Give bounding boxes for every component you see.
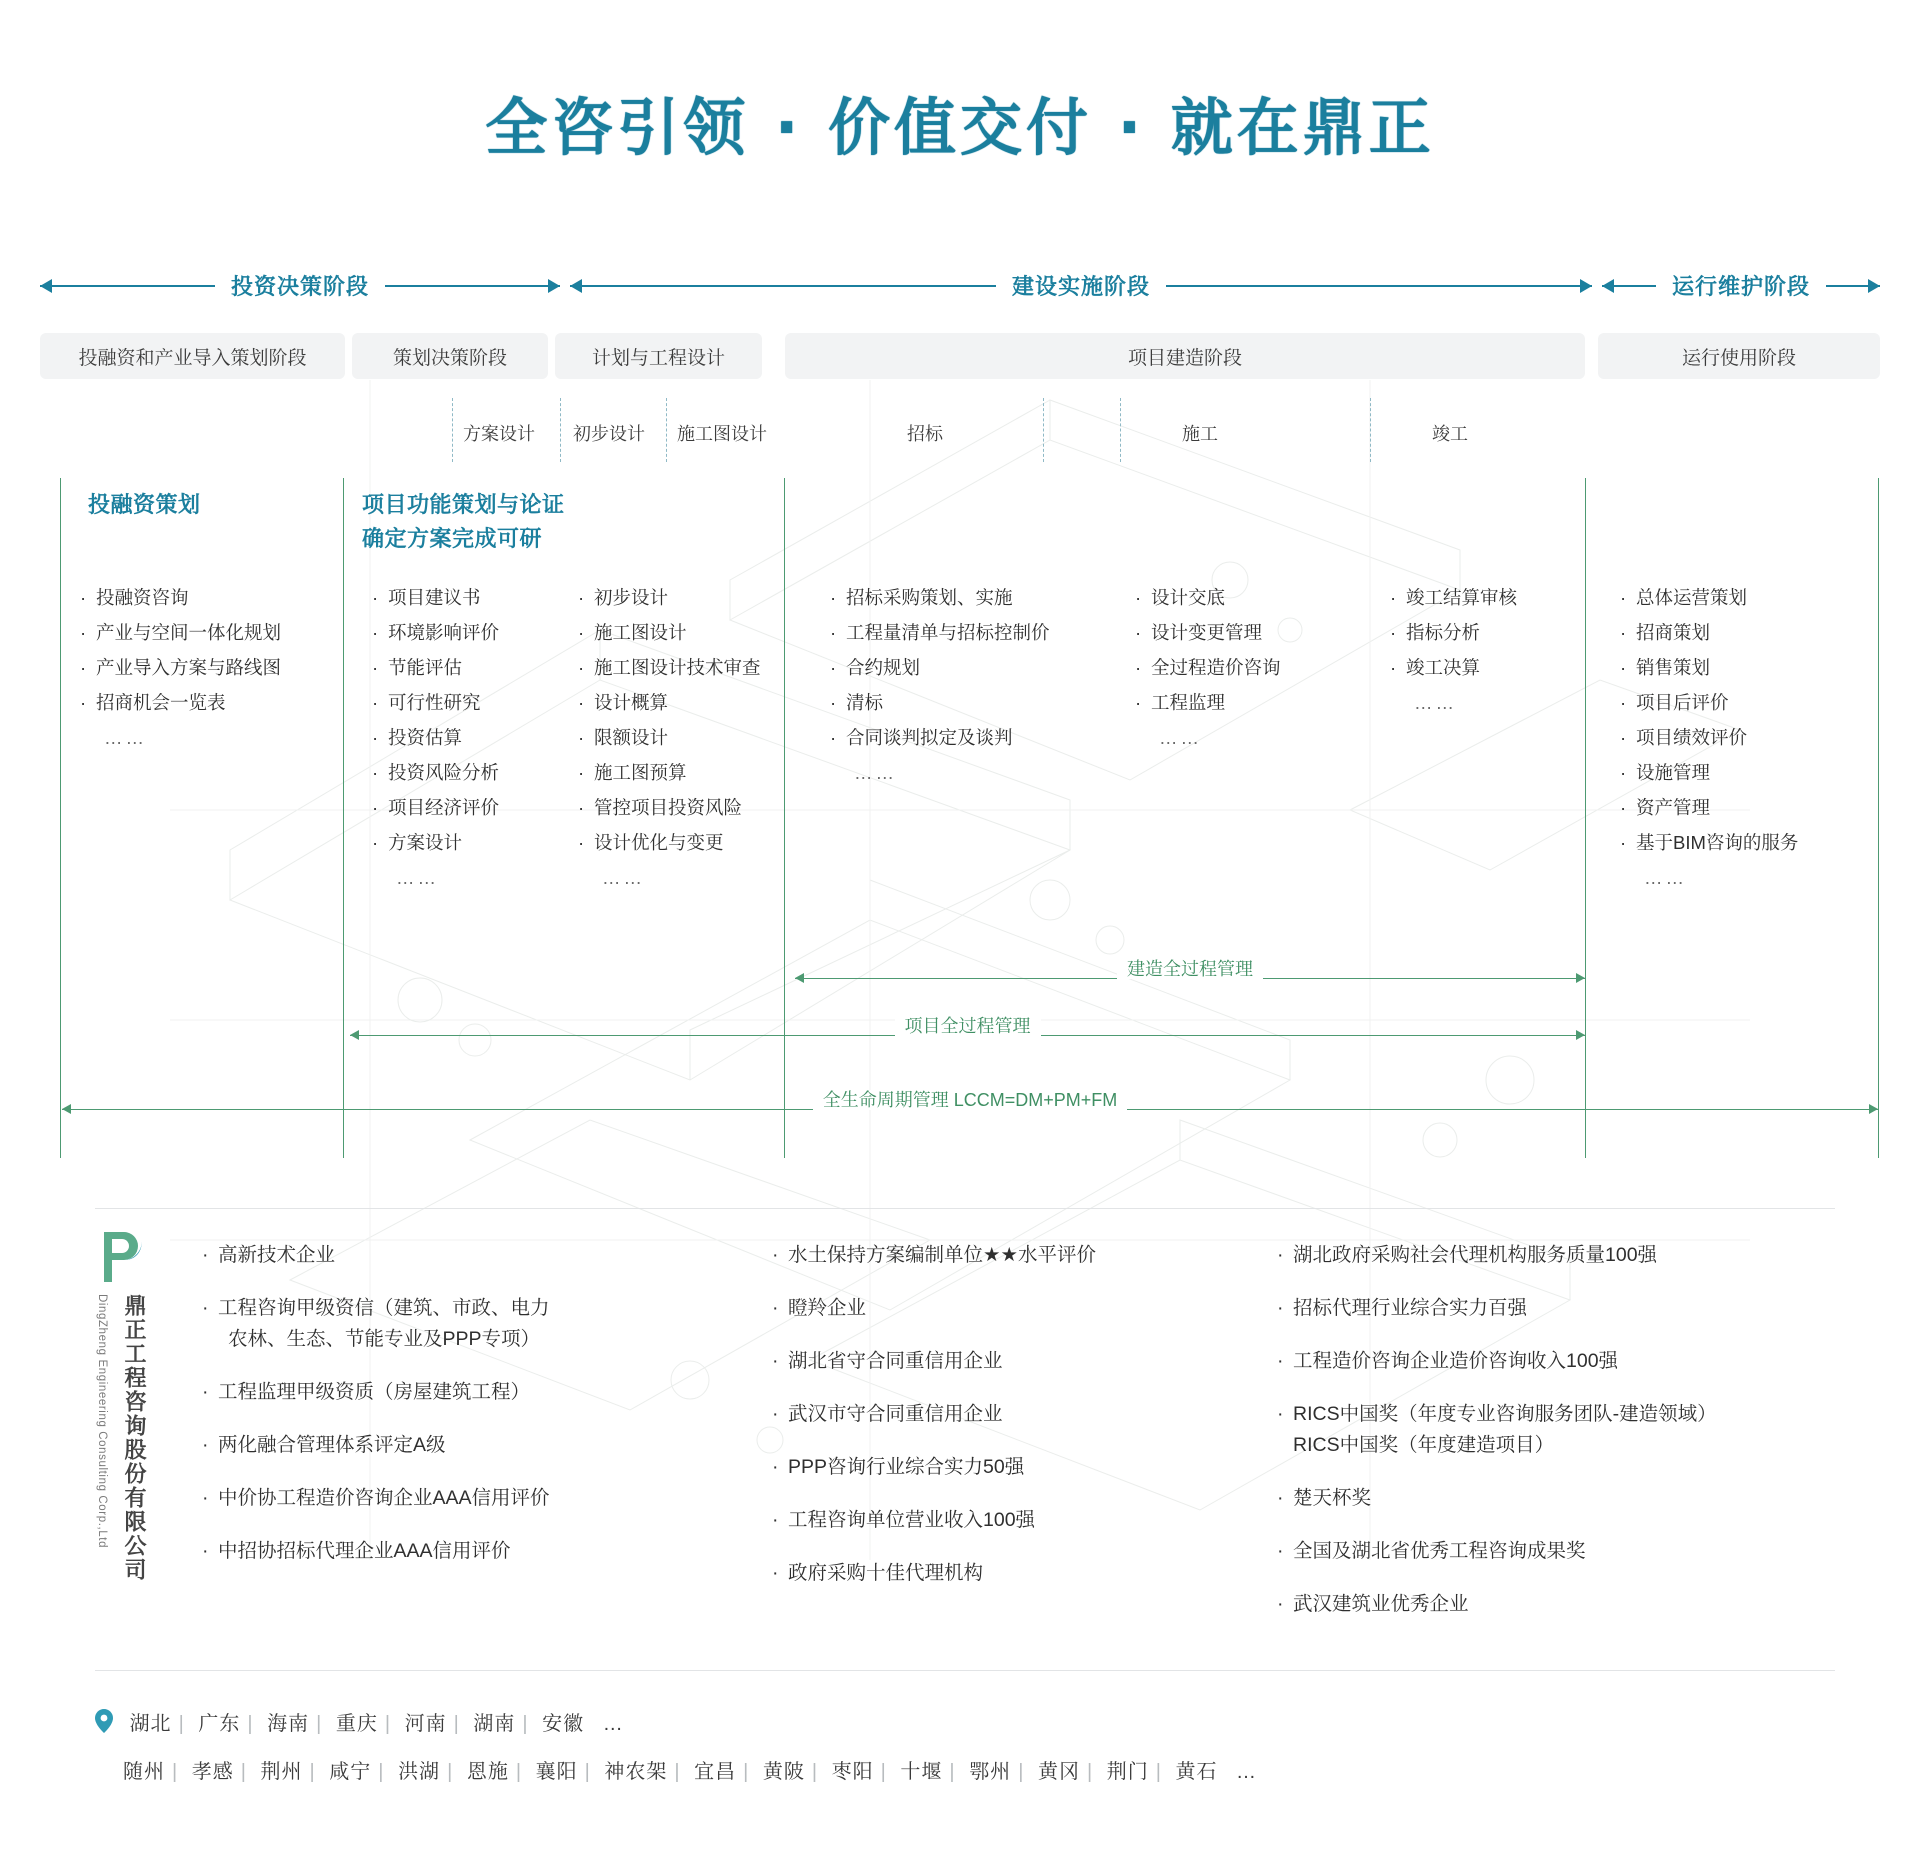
separator: | (949, 1761, 956, 1783)
list-item: · 总体运营策划 (1620, 580, 1870, 615)
list-item: · 指标分析 (1390, 615, 1590, 650)
list-item: · 设计交底 (1135, 580, 1335, 615)
credential-line-1: 全国及湖北省优秀工程咨询成果奖 (1293, 1540, 1586, 1562)
footer-city[interactable]: 荆州 (260, 1761, 303, 1783)
credential-item (770, 1399, 1190, 1430)
company-name-en: DingZheng Engineering Consulting Corp.,Ltd (96, 1294, 108, 1549)
phase-investment-decision (40, 268, 560, 302)
footer-city[interactable]: 宜昌 (694, 1761, 737, 1783)
company-logo-block (88, 1230, 168, 1590)
substage-completion: 竣工 (1432, 424, 1468, 444)
footer-city[interactable]: 孝感 (191, 1761, 234, 1783)
footer-city[interactable]: 襄阳 (535, 1761, 578, 1783)
separator: | (515, 1761, 523, 1783)
dingzheng-logo-icon (98, 1230, 144, 1284)
footer-province[interactable]: 河南 (404, 1713, 447, 1735)
footer-province[interactable]: 重庆 (335, 1713, 378, 1735)
heading-line-1: 项目功能策划与论证 (362, 492, 565, 517)
credential-item (1275, 1293, 1855, 1324)
credential-line-1: 政府采购十佳代理机构 (788, 1562, 984, 1584)
credentials-column-3 (1275, 1240, 1855, 1642)
footer-city[interactable]: 枣阳 (831, 1761, 874, 1783)
footer-city[interactable]: 黄石 (1175, 1761, 1218, 1783)
separator: | (172, 1761, 179, 1783)
list-ellipsis: …… (854, 762, 897, 783)
footer-city[interactable]: 黄冈 (1037, 1761, 1080, 1783)
credential-line-1: 高新技术企业 (218, 1244, 336, 1266)
credential-item (200, 1483, 630, 1514)
column-list-operation (1620, 580, 1870, 895)
footer-city[interactable]: 黄陂 (762, 1761, 805, 1783)
credential-item (770, 1452, 1190, 1483)
stage-box-financing-industry-planning[interactable] (40, 333, 345, 379)
divider-top (95, 1208, 1835, 1209)
separator: | (584, 1761, 591, 1783)
list-item: · 环境影响评价 (372, 615, 522, 650)
separator: | (743, 1761, 750, 1783)
stage-box-operation-use[interactable] (1598, 333, 1880, 379)
list-item: · 设计优化与变更 (578, 825, 778, 860)
column-list-design (578, 580, 778, 895)
credential-line-1: PPP咨询行业综合实力50强 (788, 1456, 1025, 1478)
credential-line-1: 楚天杯奖 (1293, 1487, 1372, 1509)
footer-city[interactable]: 十堰 (900, 1761, 943, 1783)
list-item: · 设计变更管理 (1135, 615, 1335, 650)
credential-line-1: 两化融合管理体系评定A级 (218, 1434, 446, 1456)
management-scope-lifecycle (62, 1086, 1878, 1118)
credential-item (1275, 1346, 1855, 1377)
list-item: · 项目经济评价 (372, 790, 522, 825)
footer-city[interactable]: 洪湖 (398, 1761, 441, 1783)
credential-item (770, 1240, 1190, 1271)
credential-line-1: 工程监理甲级资质（房屋建筑工程） (218, 1381, 531, 1403)
stage-box-plan-engineering-design[interactable] (555, 333, 762, 379)
credential-line-1: 武汉建筑业优秀企业 (1293, 1593, 1469, 1615)
credential-item (200, 1536, 630, 1567)
credential-line-1: 招标代理行业综合实力百强 (1293, 1297, 1528, 1319)
credential-item (1275, 1589, 1855, 1620)
list-item: · 全过程造价咨询 (1135, 650, 1335, 685)
arrow-left-icon (1602, 279, 1614, 293)
credential-item (770, 1505, 1190, 1536)
separator: | (309, 1761, 316, 1783)
substage-construction: 施工 (1182, 424, 1218, 444)
footer-provinces-row (95, 1700, 1835, 1748)
phase-operation-maintenance (1602, 268, 1880, 302)
list-item: · 招标采购策划、实施 (830, 580, 1090, 615)
list-item: · 产业与空间一体化规划 (80, 615, 340, 650)
dashed-connector (1370, 398, 1371, 462)
management-scope-construction (795, 955, 1585, 987)
location-pin-icon (95, 1709, 113, 1733)
stage-label: 项目建造阶段 (1127, 347, 1242, 369)
separator: | (811, 1761, 819, 1783)
stage-label: 投融资和产业导入策划阶段 (78, 347, 307, 369)
separator: | (1018, 1761, 1025, 1783)
list-ellipsis: …… (1159, 727, 1202, 748)
list-item: · 可行性研究 (372, 685, 522, 720)
credential-line-1: 水土保持方案编制单位★★水平评价 (788, 1244, 1096, 1266)
column-list-financing-planning (80, 580, 340, 755)
list-item: · 项目建议书 (372, 580, 522, 615)
list-item: · 合同谈判拟定及谈判 (830, 720, 1090, 755)
list-item: · 设施管理 (1620, 755, 1870, 790)
list-item: · 限额设计 (578, 720, 778, 755)
divider-bottom (95, 1670, 1835, 1671)
footer-city[interactable]: 荆门 (1106, 1761, 1149, 1783)
scope-label (62, 1086, 1878, 1112)
stage-box-project-construction[interactable] (785, 333, 1585, 379)
list-item: · 项目绩效评价 (1620, 720, 1870, 755)
credential-line-1: 瞪羚企业 (788, 1297, 867, 1319)
list-item: · 竣工结算审核 (1390, 580, 1590, 615)
footer-cities-more: … (1236, 1761, 1258, 1783)
footer-province[interactable]: 广东 (198, 1713, 241, 1735)
substage-construction-drawing-design: 施工图设计 (677, 424, 767, 444)
credential-item (200, 1293, 630, 1355)
footer-province[interactable]: 安徽 (542, 1713, 585, 1735)
footer-city[interactable]: 咸宁 (329, 1761, 372, 1783)
list-item: · 施工图设计技术审查 (578, 650, 778, 685)
list-item: · 产业导入方案与路线图 (80, 650, 340, 685)
credential-item (200, 1430, 630, 1461)
dashed-connector (666, 398, 667, 462)
column-separator (343, 478, 344, 1158)
separator: | (1155, 1761, 1162, 1783)
arrow-left-icon (40, 279, 52, 293)
list-item: · 施工图预算 (578, 755, 778, 790)
list-item: · 清标 (830, 685, 1090, 720)
list-item: · 投融资咨询 (80, 580, 340, 615)
list-item: · 招商机会一览表 (80, 685, 340, 720)
separator: | (384, 1713, 392, 1735)
footer-city[interactable]: 神农架 (604, 1761, 668, 1783)
credential-line-1: 工程造价咨询企业造价咨询收入100强 (1293, 1350, 1619, 1372)
list-item: · 初步设计 (578, 580, 778, 615)
list-item: · 竣工决算 (1390, 650, 1590, 685)
list-ellipsis: …… (1644, 867, 1687, 888)
stage-label: 计划与工程设计 (591, 347, 725, 369)
footer-provinces-more: … (602, 1713, 624, 1735)
list-item: · 设计概算 (578, 685, 778, 720)
credential-line-1: 中招协招标代理企业AAA信用评价 (218, 1540, 511, 1562)
list-ellipsis: …… (104, 727, 147, 748)
separator: | (247, 1713, 254, 1735)
arrow-right-icon (548, 279, 560, 293)
column-list-completion (1390, 580, 1590, 720)
separator: | (522, 1713, 529, 1735)
credential-line-2: RICS中国奖（年度建造项目） (1293, 1434, 1555, 1456)
separator: | (447, 1761, 454, 1783)
list-item: · 工程量清单与招标控制价 (830, 615, 1090, 650)
dashed-connector (560, 398, 561, 462)
list-ellipsis: …… (396, 867, 439, 888)
stage-label: 运行使用阶段 (1681, 347, 1796, 369)
substage-preliminary-design: 初步设计 (573, 424, 645, 444)
column-list-bidding (830, 580, 1090, 790)
credential-item (200, 1240, 630, 1271)
separator: | (674, 1761, 681, 1783)
column-separator (784, 478, 785, 1158)
column-heading-function-planning (362, 488, 662, 556)
credential-line-1: 武汉市守合同重信用企业 (788, 1403, 1003, 1425)
separator: | (378, 1761, 385, 1783)
substage-bidding: 招标 (907, 424, 943, 444)
credential-item (770, 1293, 1190, 1324)
footer-city[interactable]: 恩施 (466, 1761, 509, 1783)
phase-arrows-row (40, 268, 1880, 304)
credential-item (770, 1346, 1190, 1377)
scope-label-text: 建造全过程管理 (1117, 959, 1263, 979)
column-heading-financing-planning: 投融资策划 (88, 492, 201, 517)
list-item: · 销售策划 (1620, 650, 1870, 685)
credential-line-1: RICS中国奖（年度专业咨询服务团队-建造领域） (1293, 1403, 1717, 1425)
frame-left-border (60, 478, 61, 1158)
credential-item (1275, 1483, 1855, 1514)
separator: | (880, 1761, 887, 1783)
footer-locations (95, 1700, 1835, 1796)
column-list-function-planning (372, 580, 522, 895)
credential-line-1: 工程咨询甲级资信（建筑、市政、电力 (218, 1297, 550, 1319)
scope-label (350, 1012, 1585, 1038)
column-list-construction (1135, 580, 1335, 755)
stage-box-planning-decision[interactable] (352, 333, 548, 379)
scope-label (795, 955, 1585, 981)
phase-label: 投资决策阶段 (215, 270, 385, 301)
list-item: · 招商策划 (1620, 615, 1870, 650)
list-item: · 方案设计 (372, 825, 522, 860)
list-item: · 节能评估 (372, 650, 522, 685)
scope-label-text: 全生命周期管理 LCCM=DM+PM+FM (813, 1090, 1128, 1110)
list-item: · 基于BIM咨询的服务 (1620, 825, 1870, 860)
credential-item (770, 1558, 1190, 1589)
separator: | (453, 1713, 460, 1735)
frame-right-border (1878, 478, 1879, 1158)
dashed-connector (452, 398, 453, 462)
company-name-cn: 鼎正工程咨询股份有限公司 (121, 1294, 146, 1582)
footer-city[interactable]: 鄂州 (969, 1761, 1012, 1783)
list-item: · 资产管理 (1620, 790, 1870, 825)
page-title: 全咨引领 · 价值交付 · 就在鼎正 (485, 91, 1435, 164)
credential-line-1: 湖北省守合同重信用企业 (788, 1350, 1003, 1372)
credential-item (1275, 1536, 1855, 1567)
list-ellipsis: …… (602, 867, 645, 888)
substage-scheme-design: 方案设计 (463, 424, 535, 444)
list-item: · 工程监理 (1135, 685, 1335, 720)
credential-line-2: 农林、生态、节能专业及PPP专项） (228, 1328, 541, 1350)
credential-line-1: 工程咨询单位营业收入100强 (788, 1509, 1036, 1531)
list-item: · 合约规划 (830, 650, 1090, 685)
footer-city[interactable]: 随州 (123, 1761, 165, 1783)
list-item: · 投资估算 (372, 720, 522, 755)
management-scope-project (350, 1012, 1585, 1044)
arrow-right-icon (1580, 279, 1592, 293)
arrow-right-icon (1868, 279, 1880, 293)
list-item: · 投资风险分析 (372, 755, 522, 790)
dashed-connector (1120, 398, 1121, 462)
phase-label: 建设实施阶段 (996, 270, 1166, 301)
credentials-column-2 (770, 1240, 1190, 1611)
heading-line-2: 确定方案完成可研 (362, 526, 543, 551)
list-item: · 施工图设计 (578, 615, 778, 650)
arrow-left-icon (570, 279, 582, 293)
separator: | (316, 1713, 323, 1735)
dashed-connector (1043, 398, 1044, 462)
footer-province[interactable]: 湖北 (129, 1713, 172, 1735)
list-ellipsis: …… (1414, 692, 1457, 713)
credential-item (1275, 1399, 1855, 1461)
credentials-column-1 (200, 1240, 630, 1589)
phase-construction-implementation (570, 268, 1592, 302)
list-item: · 项目后评价 (1620, 685, 1870, 720)
footer-cities-row (95, 1748, 1835, 1796)
credential-item (200, 1377, 630, 1408)
separator: | (1086, 1761, 1094, 1783)
credential-line-1: 湖北政府采购社会代理机构服务质量100强 (1293, 1244, 1658, 1266)
credential-item (1275, 1240, 1855, 1271)
phase-label: 运行维护阶段 (1656, 270, 1826, 301)
list-item: · 管控项目投资风险 (578, 790, 778, 825)
separator: | (178, 1713, 185, 1735)
stage-label: 策划决策阶段 (392, 347, 507, 369)
credential-line-1: 中价协工程造价咨询企业AAA信用评价 (218, 1487, 550, 1509)
footer-province[interactable]: 海南 (267, 1713, 310, 1735)
footer-province[interactable]: 湖南 (473, 1713, 516, 1735)
scope-label-text: 项目全过程管理 (895, 1016, 1041, 1036)
separator: | (240, 1761, 247, 1783)
